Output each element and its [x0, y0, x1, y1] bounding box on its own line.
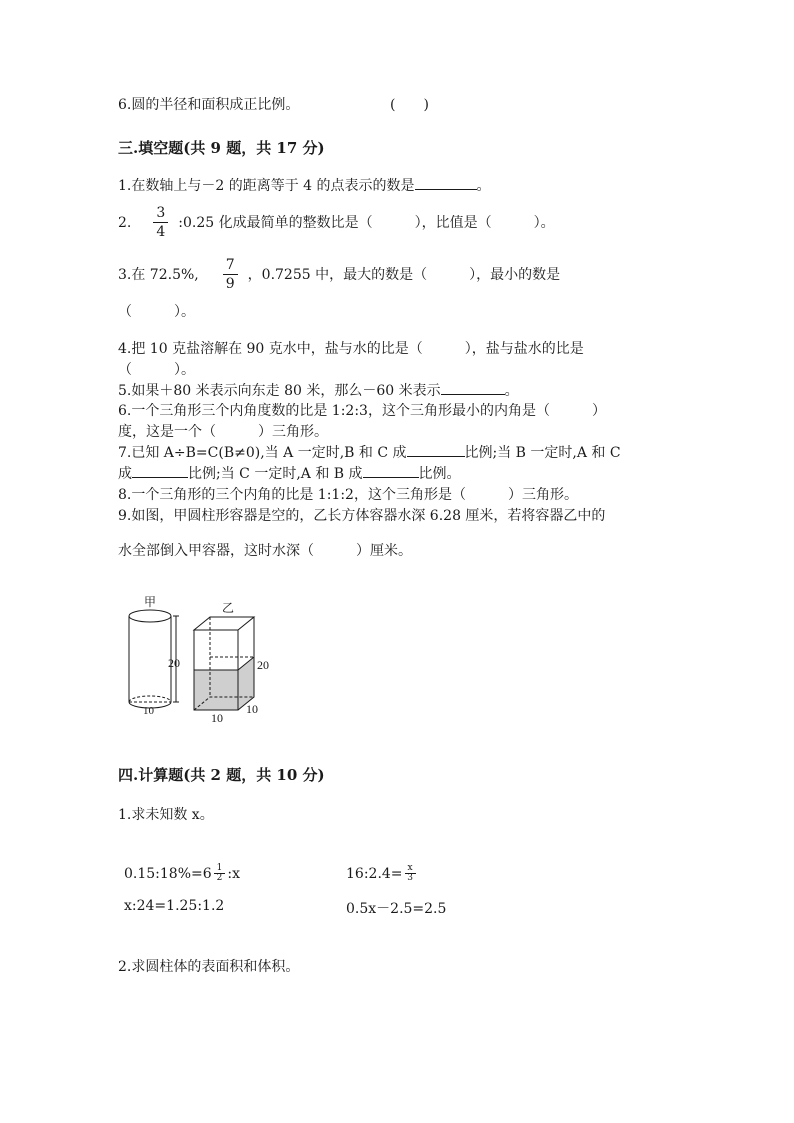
answer-paren[interactable]: ( ) — [390, 97, 429, 113]
fraction-1-2: $\frac{1}{2}$ — [214, 864, 226, 883]
fill-question-6-cont: 度，这是一个（ ）三角形。 — [118, 424, 328, 440]
equation-1: 0.15:18%=6 $\frac{1}{2}$ :x — [124, 863, 241, 883]
answer-blank[interactable] — [407, 444, 465, 457]
fill-question-2: 2. $\frac{3}{4}$ :0.25 化成最简单的整数比是（ ），比值是（ ）。 — [118, 205, 555, 240]
containers-figure — [110, 594, 290, 724]
fill-question-7: 7.已知 A÷B=C(B≠0),当 A 一定时,B 和 C 成 比例;当 B 一定时,A 和 C — [118, 445, 621, 461]
equation-4: 0.5x－2.5=2.5 — [346, 901, 447, 917]
fill-question-1: 1.在数轴上与－2 的距离等于 4 的点表示的数是 。 — [118, 178, 491, 194]
equation-2: 16:2.4= $\frac{x}{3}$ — [346, 864, 418, 883]
fill-question-4-cont: （ ）。 — [118, 362, 195, 378]
cylinder-height-label: 20 — [168, 656, 180, 670]
label-jia: 甲 — [144, 595, 157, 609]
fill-question-9: 9.如图，甲圆柱形容器是空的，乙长方体容器水深 6.28 厘米，若将容器乙中的 — [118, 508, 606, 524]
fraction-x-3: $\frac{x}{3}$ — [405, 864, 416, 883]
label-yi: 乙 — [222, 601, 235, 615]
box-height-label: 20 — [257, 658, 269, 672]
section-3-title: 三.填空题(共 9 题，共 17 分) — [118, 139, 325, 157]
section-4-title: 四.计算题(共 2 题，共 10 分) — [118, 766, 325, 784]
calc-question-1: 1.求未知数 x。 — [118, 807, 214, 823]
question-6-proportion: 6.圆的半径和面积成正比例。 ( ) — [118, 97, 429, 113]
cylinder-diameter-label: 10 — [143, 705, 154, 717]
fill-question-6: 6.一个三角形三个内角度数的比是 1:2:3，这个三角形最小的内角是（ ） — [118, 403, 606, 419]
fill-question-9-cont: 水全部倒入甲容器，这时水深（ ）厘米。 — [118, 543, 412, 559]
answer-blank[interactable] — [132, 465, 188, 478]
fill-question-7-cont: 成 比例;当 C 一定时,A 和 B 成 比例。 — [118, 466, 461, 482]
fill-question-3-cont: （ ）。 — [118, 304, 195, 320]
calc-question-2: 2.求圆柱体的表面积和体积。 — [118, 959, 300, 975]
fill-question-4: 4.把 10 克盐溶解在 90 克水中，盐与水的比是（ ），盐与盐水的比是 — [118, 341, 584, 357]
box-top — [194, 617, 254, 630]
fill-question-8: 8.一个三角形的三个内角的比是 1:1:2，这个三角形是（ ）三角形。 — [118, 487, 578, 503]
fraction-7-9: $\frac{7}{9}$ — [223, 256, 238, 293]
answer-blank[interactable] — [441, 382, 505, 395]
answer-blank[interactable] — [363, 465, 419, 478]
fill-question-3: 3.在 72.5%, $\frac{7}{9}$ ，0.7255 中，最大的数是（ ），最小的数是 — [118, 257, 561, 292]
answer-blank[interactable] — [415, 177, 477, 190]
fraction-3-4: $\frac{3}{4}$ — [153, 204, 168, 241]
box-depth-label: 10 — [246, 702, 258, 716]
fill-question-5: 5.如果＋80 米表示向东走 80 米，那么－60 米表示 。 — [118, 383, 519, 399]
equation-3: x:24=1.25:1.2 — [124, 898, 225, 914]
cylinder-bottom-back — [129, 696, 171, 702]
cylinder-top — [129, 610, 171, 622]
box-width-label: 10 — [211, 711, 223, 724]
